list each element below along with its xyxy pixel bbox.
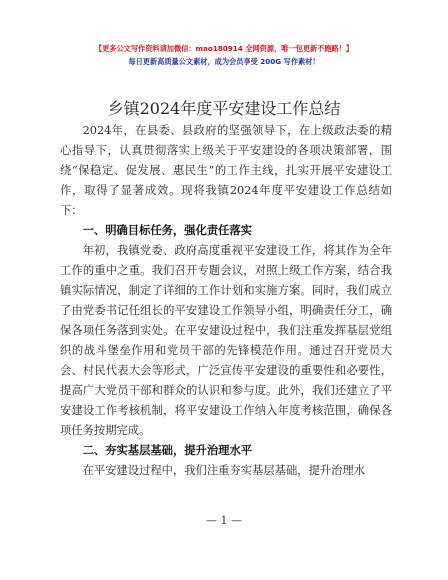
document-title: 乡镇2024年度平安建设工作总结 (107, 99, 341, 118)
promo-banner-line-1: 【更多公文写作资料请加微信：mao180914 全网资源，唯一包更新不跑路！】 (94, 44, 354, 53)
section-1-heading: 一、明确目标任务，强化责任落实 (82, 224, 253, 237)
promo-banner-line-2: 每日更新高质量公文素材，成为会员享受 200G 写作素材！ (128, 57, 320, 66)
section-2-heading: 二、夯实基层基础，提升治理水平 (82, 444, 253, 457)
page-number: — 1 — (206, 514, 242, 527)
document-body (60, 121, 392, 481)
section-1-paragraph: 年初，我镇党委、政府高度重视平安建设工作，将其作为全年工作的重中之重。我们召开专题会议，对照上级工作方案，结合我镇实际情况，制定了详细的工作计划和实施方案。同时，我们成立了由党委书记任组长的平安建设工作领导小组，明确责任分工，确保各项任务落到实处。在平安建设过程中，我们注重发挥基层党组织的战斗堡垒作用和党员干部的先锋模范作用。通过召开党员大会、村民代表大会等形式，广泛宣传平安建设的重要性和必要性，提高广大党员干部和群众的认识和参与度。此外，我们还建立了平安建设工作考核机制，将平安建设工作纳入年度考核范围，确保各项任务按期完成。 (60, 244, 392, 437)
section-2-paragraph: 在平安建设过程中，我们注重夯实基层基础，提升治理水 (82, 464, 366, 477)
intro-paragraph: 2024年，在县委、县政府的坚强领导下，在上级政法委的精心指导下，认真贯彻落实上级关于平安建设的各项决策部署，围绕“保稳定、促发展、惠民生”的工作主线，扎实开展平安建设工作，取得了显著成效。现将我镇2024年度平安建设工作总结如下： (60, 124, 392, 217)
